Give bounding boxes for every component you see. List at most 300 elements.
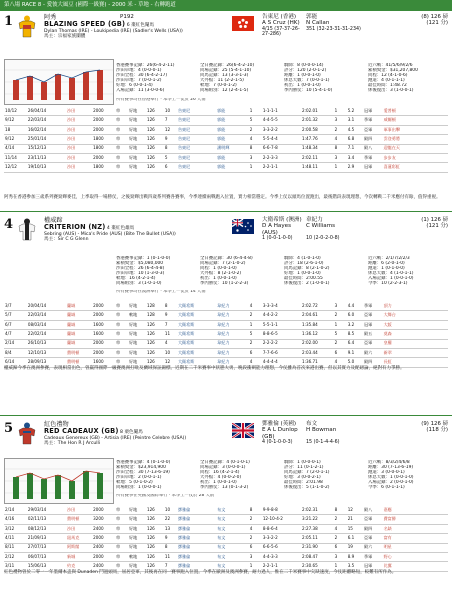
table-cell: 08/12/13 (27, 524, 66, 533)
table-row (4, 144, 448, 153)
table-cell: 4 (249, 524, 262, 533)
table-cell: 4 (334, 135, 347, 144)
table-cell: 草 (115, 348, 128, 357)
table-cell: 2:02.11 (301, 153, 334, 162)
jockey-silks-icon (17, 15, 37, 39)
stat-item: 季內勝仗：10 (5-4-1-0) (284, 88, 333, 94)
table-cell: 12 (347, 506, 363, 515)
table-cell: 好地 (128, 163, 146, 172)
horse-name-cn: 紅色禮物 (44, 421, 69, 428)
table-cell: 2000 (92, 506, 115, 515)
table-cell: 22/03/14 (27, 311, 66, 320)
table-cell: 沙田 (66, 153, 92, 162)
table-cell: 2000 (92, 125, 115, 134)
table-cell: 2:30.65 (301, 562, 334, 571)
table-cell: 2 (334, 311, 347, 320)
stat-item: 沙田草地：10 (1-3-0-3) (116, 271, 165, 277)
table-cell: 季軍 (363, 153, 383, 162)
table-cell: 冠軍 (363, 107, 383, 116)
table-cell: 4/16 (4, 515, 27, 524)
table-cell: 好地 (128, 107, 146, 116)
jockey-cn: 郭能 (306, 14, 318, 20)
table-row (4, 302, 448, 311)
stat-item: 休息天數：1 (0-0-1-0) (368, 475, 414, 481)
table-cell: 3-3-2-2 (262, 125, 301, 134)
weight: 126 磅 (430, 421, 448, 427)
table-cell: 蘭域 (66, 339, 92, 348)
table-cell: 1800 (92, 135, 115, 144)
stat-item: 近六戰：8/3/2/4/6/8 (368, 460, 410, 465)
table-cell: 好地 (128, 125, 146, 134)
table-cell: 6 (249, 543, 262, 552)
table-cell: 9 (164, 534, 177, 543)
table-cell: 7-7-6-6 (262, 348, 301, 357)
table-cell: 軟地 (128, 552, 146, 561)
stat-item: 全日賽記錄：26(6-4-2-10) (200, 63, 255, 68)
table-cell: 2 (249, 339, 262, 348)
draw: (8) (421, 14, 429, 20)
table-cell: 大衛希斯 (177, 339, 216, 348)
table-cell: 3/11 (4, 562, 27, 571)
table-cell: 4 (249, 302, 262, 311)
table-cell: 布文 (216, 562, 249, 571)
horse-suffix: 8 栗色閹馬 (120, 430, 143, 436)
uk-flag-icon (232, 423, 254, 438)
table-cell: 潘明輝 (216, 144, 249, 153)
table-cell: 1 (334, 562, 347, 571)
table-cell: 1:48.34 (301, 144, 334, 153)
stat-item: 入場記錄：11 (3-0-0-6) (116, 88, 165, 94)
table-cell: 22 (164, 515, 177, 524)
stat-item: 季內勝仗：10 (1-2-2-3) (200, 281, 249, 287)
table-cell: 2-2-3-3 (262, 153, 301, 162)
table-cell: 殿五 (363, 330, 383, 339)
table-cell: 126 (146, 163, 164, 172)
table-cell: 8 (334, 506, 347, 515)
table-cell: 告東尼 (177, 153, 216, 162)
stat-item: 同場組別：3 (1-0-1-0) (116, 281, 162, 287)
table-cell: 1 (249, 320, 262, 329)
table-cell: 2 (249, 125, 262, 134)
table-cell: 2 (334, 534, 347, 543)
table-cell: 7.1 (347, 144, 363, 153)
table-cell: 4 (334, 358, 347, 367)
stat-item: 入場記錄：2 (0-0-1-0) (368, 480, 414, 486)
table-cell: 26/04/14 (27, 107, 66, 116)
table-cell: 好地 (128, 348, 146, 357)
table-cell: 頂力 (383, 302, 448, 311)
table-row (4, 543, 448, 552)
table-cell: 15/12/13 (27, 144, 66, 153)
table-cell: 沙田 (66, 125, 92, 134)
table-cell: 8 (249, 506, 262, 515)
table-cell: 2:01.32 (301, 116, 334, 125)
stat-item: 同場記錄：25 (5-4-1-10) (200, 68, 252, 74)
table-cell: 2/14 (4, 339, 27, 348)
form-table (4, 506, 448, 572)
stat-item: 評分：120 (2-0-1-2) (284, 68, 327, 74)
table-cell: 126 (146, 524, 164, 533)
stat-item: 近六戰：41/5/6/9/2/6 (368, 63, 413, 68)
divider (0, 415, 452, 416)
stat-item: 跑道：3 (0-0-0-1) (368, 470, 405, 476)
table-cell: 6 (334, 348, 347, 357)
stats-grid (116, 63, 448, 93)
table-cell: 19 (347, 543, 363, 552)
table-row (4, 339, 448, 348)
table-cell: 6.1 (347, 534, 363, 543)
stat-item: 今季：6 (0-1-1-1) (368, 485, 405, 491)
table-cell: 128 (146, 302, 164, 311)
stat-item: 香港賽事記錄：4 (0-1-0-0) (116, 460, 171, 465)
table-cell: 軟地 (128, 311, 146, 320)
table-row (4, 534, 448, 543)
table-cell: 鄧雅倫 (177, 543, 216, 552)
stat-item: 騎師：4 (1-0-1-0) (284, 256, 321, 261)
table-cell: 名錶 (383, 524, 448, 533)
table-cell: 郭能 (216, 163, 249, 172)
table-cell: 3.2 (347, 320, 363, 329)
stat-item: 同程：16 (4-2-1-4) (200, 470, 240, 476)
stat-item: 全日賽記錄：4 (0-1-0-1) (200, 460, 250, 465)
table-cell: 128 (146, 311, 164, 320)
table-cell: 布文 (216, 506, 249, 515)
table-cell: 4 (334, 524, 347, 533)
table-cell: 季軍 (363, 302, 383, 311)
table-cell: 2:04.61 (301, 311, 334, 320)
jockey-silks-icon (17, 422, 37, 446)
table-cell: 草 (115, 153, 128, 162)
table-cell: 好地 (128, 515, 146, 524)
table-cell: 6-6-5-6 (262, 543, 301, 552)
table-row (4, 125, 448, 134)
table-row (4, 524, 448, 533)
table-cell: 6.0 (347, 311, 363, 320)
table-cell: 大舞台 (383, 311, 448, 320)
trainer-record: 4/15 (37-37-26-27-286) (262, 26, 300, 38)
table-cell: 郭能 (216, 107, 249, 116)
stat-item: 同場記錄：3 (0-0-0-1) (200, 465, 246, 471)
table-cell: 亞軍 (363, 339, 383, 348)
stat-item: 最佳時間：2:00.55 (284, 276, 323, 282)
horse-number: 1 (4, 14, 14, 29)
table-cell: 5-5-1-1 (262, 320, 301, 329)
stat-item: 好地：1 (0-0-1-0) (284, 271, 321, 277)
table-cell: 草 (115, 358, 128, 367)
table-cell: 草 (115, 163, 128, 172)
stat-item: 最佳時間：2:01.98 (284, 480, 323, 486)
table-cell: 2 (334, 125, 347, 134)
table-cell: 2:00.58 (301, 125, 334, 134)
table-cell: 126 (146, 116, 164, 125)
table-cell: 草 (115, 107, 128, 116)
table-cell: 2/14 (4, 506, 27, 515)
table-cell: 草 (115, 135, 128, 144)
table-cell: 6 (334, 543, 347, 552)
table-cell: 08/03/14 (27, 320, 66, 329)
table-cell: 蘭域 (66, 320, 92, 329)
table-cell: 莫森 (383, 330, 448, 339)
comment: 阿秀在香港參加三歲系列賽勁輝麥佳，上季取得一場勝仗，之後勁輝出戰四歲系列賽各賽事，今季連續兩戰跑入位置，實力相當穩定。今季上仗以頭馬位置跑出，最後階段表現理想，今次轉戰二千米應付有餘，值得重視。 (4, 195, 441, 200)
table-cell: 好地 (128, 543, 146, 552)
table-cell: 8-8-6-4 (262, 524, 301, 533)
table-cell: 新城 (66, 552, 92, 561)
table-cell: 好地 (128, 524, 146, 533)
table-cell: 殿四 (363, 358, 383, 367)
table-cell: 韋紀力 (216, 311, 249, 320)
table-cell: 布文 (216, 543, 249, 552)
table-cell: 1:48.11 (301, 163, 334, 172)
table-cell: 3 (334, 153, 347, 162)
table-cell: 126 (146, 534, 164, 543)
table-cell: 126 (146, 125, 164, 134)
table-cell: 3 (334, 552, 347, 561)
table-cell: 5-5-4-4 (262, 135, 301, 144)
stat-item: 軟地：7 (0-0-1-2) (200, 83, 237, 89)
table-cell: 1600 (92, 358, 115, 367)
table-cell: 草 (115, 144, 128, 153)
table-cell: 1 (334, 163, 347, 172)
stat-item: 季內勝仗：13 (0-1-3-2) (200, 485, 249, 491)
table-cell: 告東尼 (177, 107, 216, 116)
table-cell: 2.9 (347, 163, 363, 172)
sire-line: Sebring (AUS) - Mica's Pride (AUS) (Bite The Bullet (USA)) (44, 231, 176, 237)
table-cell: 3:21.22 (301, 515, 334, 524)
table-cell: 2:27.38 (301, 524, 334, 533)
table-cell: 郭能 (216, 116, 249, 125)
table-cell: 5 (249, 330, 262, 339)
owner: 馬主：宗福家族團體 (44, 33, 86, 39)
table-cell: 約克 (66, 562, 92, 571)
stat-item: 跑道：1 (0-1-0-0) (368, 266, 405, 272)
table-cell: 1:36.12 (301, 330, 334, 339)
table-cell: 1:35.84 (301, 320, 334, 329)
table-cell: 9/12 (4, 116, 27, 125)
jockey-silks-icon (17, 218, 37, 242)
table-cell: 5/7 (4, 311, 27, 320)
table-cell: 6.4 (347, 339, 363, 348)
stat-item: 軟地：5 (0-1-0-2) (116, 480, 153, 486)
trainer-en: D A Hayes (AUS) (262, 223, 291, 236)
table-cell: 2000 (92, 153, 115, 162)
table-cell: 草 (115, 116, 128, 125)
table-cell: 2000 (92, 348, 115, 357)
table-cell: 4.4 (347, 302, 363, 311)
horse-name-en: BLAZING SPEED (GB) (44, 20, 126, 29)
stat-item: 初出：1 (0-0-1-0) (284, 83, 321, 89)
table-cell: 好地 (128, 534, 146, 543)
table-cell: 22/03/14 (27, 116, 66, 125)
table-cell: 2000 (92, 534, 115, 543)
table-cell: 1-1-1-1 (262, 107, 301, 116)
table-cell: 好地 (128, 320, 146, 329)
stat-item: 近六戰：2/1/7/2/2/3 (368, 256, 410, 261)
stat-item: 沙田草地：4 (0-0-0-1) (116, 68, 162, 74)
table-cell: 草 (115, 562, 128, 571)
table-cell: 2-2-1-1 (262, 163, 301, 172)
table-cell: 費明頓 (66, 348, 92, 357)
table-cell: 3/7 (4, 302, 27, 311)
stats-grid (116, 256, 448, 286)
table-cell: 殿六 (363, 543, 383, 552)
form-table (4, 302, 448, 368)
table-cell: 9 (164, 311, 177, 320)
stat-item: 沙田草地：2 (0-0-1-1) (116, 475, 162, 481)
table-cell: 11/14 (4, 153, 27, 162)
table-cell: 126 (146, 330, 164, 339)
table-cell: 沙田 (66, 116, 92, 125)
table-cell: 4 (249, 135, 262, 144)
table-cell: 10 (164, 506, 177, 515)
table-cell: 亞軍 (363, 125, 383, 134)
table-cell: 草 (115, 543, 128, 552)
stat-item: 最佳時間：1:48.72 (368, 83, 407, 89)
table-cell: 11 (164, 330, 177, 339)
stat-item: 休後復出：3 (1-0-0-1) (368, 88, 414, 94)
table-cell: 4 (164, 339, 177, 348)
jockey-cn: 韋紀力 (306, 217, 323, 223)
jockey-record: 351 (32-23-31-31-234) (306, 26, 361, 32)
table-cell: 10/12 (4, 107, 27, 116)
table-cell: 鄧雅倫 (177, 506, 216, 515)
table-cell: 8 (249, 144, 262, 153)
table-cell: 4-4-5-5 (262, 116, 301, 125)
table-cell: 2:02.31 (301, 506, 334, 515)
table-cell: 2400 (92, 524, 115, 533)
stat-item: 初出：1 (0-0-1-0) (200, 276, 237, 282)
table-cell: 2400 (92, 543, 115, 552)
jockey-en: H Bowman (306, 427, 337, 434)
stat-item: 大外檔：11 (2-2-1-5) (200, 78, 244, 84)
table-cell: 27/07/13 (27, 543, 66, 552)
stat-item: 香港賽事記錄：26(6-4-2-11) (116, 63, 175, 68)
trainer-en: A S Cruz (HK) (262, 20, 300, 27)
stat-item: 距離：1 (0-0-1-0) (284, 73, 321, 79)
table-cell: 2000 (92, 116, 115, 125)
table-cell: 8.5 (347, 330, 363, 339)
table-cell: 26/10/13 (27, 339, 66, 348)
table-cell: 好地 (128, 302, 146, 311)
table-cell: 126 (146, 320, 164, 329)
table-row (4, 107, 448, 116)
race-header: 第八場 RACE 8 - 愛彼大風豆 (國際一級賽) - 2000 米 - 草地 - 右轉跑道 (0, 0, 452, 11)
table-cell: 3.1 (347, 116, 363, 125)
table-cell: 126 (146, 107, 164, 116)
stat-item: 休息天數：7 (0-0-1-1) (284, 78, 330, 84)
table-cell: 亞軍 (363, 515, 383, 524)
table-cell: 告東尼 (177, 144, 216, 153)
table-cell: 8.9 (347, 552, 363, 561)
table-cell: 告東尼 (177, 125, 216, 134)
form-chart (4, 59, 114, 105)
table-cell: 新翠 (383, 348, 448, 357)
table-cell: 鄧雅倫 (177, 534, 216, 543)
table-cell: 冠軍 (363, 163, 383, 172)
table-cell: 布文 (216, 552, 249, 561)
entry-card (0, 13, 452, 204)
table-cell: 大衛希斯 (177, 320, 216, 329)
table-cell: 2:02.00 (301, 339, 334, 348)
horse-number: 4 (4, 217, 14, 232)
stat-item: 沙田全程：30 (6-4-2-17) (116, 73, 168, 79)
table-cell: 4 (249, 358, 262, 367)
table-cell: 殿四 (363, 524, 383, 533)
table-cell: 2-2-2-2 (262, 339, 301, 348)
table-cell: 5.0 (347, 358, 363, 367)
table-cell: 8-8-6-5 (262, 330, 301, 339)
australia-flag-icon (232, 219, 254, 234)
table-cell: 8/4 (4, 348, 27, 357)
table-cell: 126 (146, 144, 164, 153)
table-cell: 郭能 (216, 135, 249, 144)
table-cell: 1600 (92, 320, 115, 329)
stats-note: 所有賽事均在澳洲舉行 · 本季上一仗於 14 天前 (116, 290, 206, 294)
table-cell: 比翼 (383, 562, 448, 571)
table-cell: 3 (334, 116, 347, 125)
comment: 權威蹄今季在澳洲參賽，表現相當出色，曾贏得國際一級賽澳洲打吡及蘭域保証錦標。近期在二千米賽事中狀態大勇，晚段衝刺能力理想，今仗雖為首次來港出賽，但以其實力及配磅論，絕對有力爭勝。 (4, 366, 405, 371)
table-cell: 好地 (128, 562, 146, 571)
table-cell: 2 (249, 534, 262, 543)
table-cell: 3200 (92, 515, 115, 524)
table-cell: 4/11 (4, 534, 27, 543)
table-cell: 亞軍 (363, 311, 383, 320)
table-cell: 郭能 (216, 125, 249, 134)
table-cell: 2:03.44 (301, 348, 334, 357)
table-cell: 19/10/13 (27, 163, 66, 172)
jockey-record: 10 (2-0-2-0-8) (306, 236, 340, 242)
table-cell: 3 (334, 302, 347, 311)
table-cell: 1 (249, 107, 262, 116)
table-cell: 18 (4, 125, 27, 134)
table-cell: 嘉應 (383, 506, 448, 515)
stat-item: 距離：6 (2-0-1-0) (368, 261, 405, 267)
entry-card (0, 216, 452, 408)
table-cell: 9/12 (4, 135, 27, 144)
table-cell: 2-2-1-1 (262, 562, 301, 571)
form-chart (4, 458, 114, 504)
table-cell: 3 (249, 552, 262, 561)
table-cell: 23/11/13 (27, 153, 66, 162)
table-cell: 大衛希斯 (177, 302, 216, 311)
table-cell: 草 (115, 320, 128, 329)
table-cell: 126 (146, 348, 164, 357)
stat-item: 入場記錄：1 (0-0-1-0) (368, 276, 414, 282)
trainer-record: 4 (0-1-0-0-3) (262, 440, 293, 446)
table-cell: 2:31.90 (301, 543, 334, 552)
table-cell: 6-6-7-8 (262, 144, 301, 153)
table-cell: 126 (146, 339, 164, 348)
stat-item: 同馬記錄：7 (2-0-1-1) (284, 470, 330, 476)
table-cell: 威爾頓 (383, 116, 448, 125)
stat-item: 同場組別：12 (2-4-1-5) (200, 88, 249, 94)
table-cell: 126 (146, 153, 164, 162)
table-cell: 好地 (128, 144, 146, 153)
table-cell: 126 (146, 552, 164, 561)
table-cell: 鄧雅倫 (177, 524, 216, 533)
weight: 126 磅 (430, 217, 448, 223)
table-cell: 富有 (383, 534, 448, 543)
table-cell: 沙田 (66, 524, 92, 533)
sire-line: Cadeaux Genereux (GB) - Artisia (IRE) (Peintre Celebre (USA)) (44, 435, 187, 441)
table-cell: 2 (334, 339, 347, 348)
table-cell: 韋紀力 (216, 302, 249, 311)
table-cell: 126 (146, 515, 164, 524)
table-cell: 2000 (92, 302, 115, 311)
table-cell: 22/02/14 (27, 330, 66, 339)
table-cell: 2000 (92, 552, 115, 561)
table-cell: 沙田 (66, 135, 92, 144)
table-cell: 6.8 (347, 135, 363, 144)
